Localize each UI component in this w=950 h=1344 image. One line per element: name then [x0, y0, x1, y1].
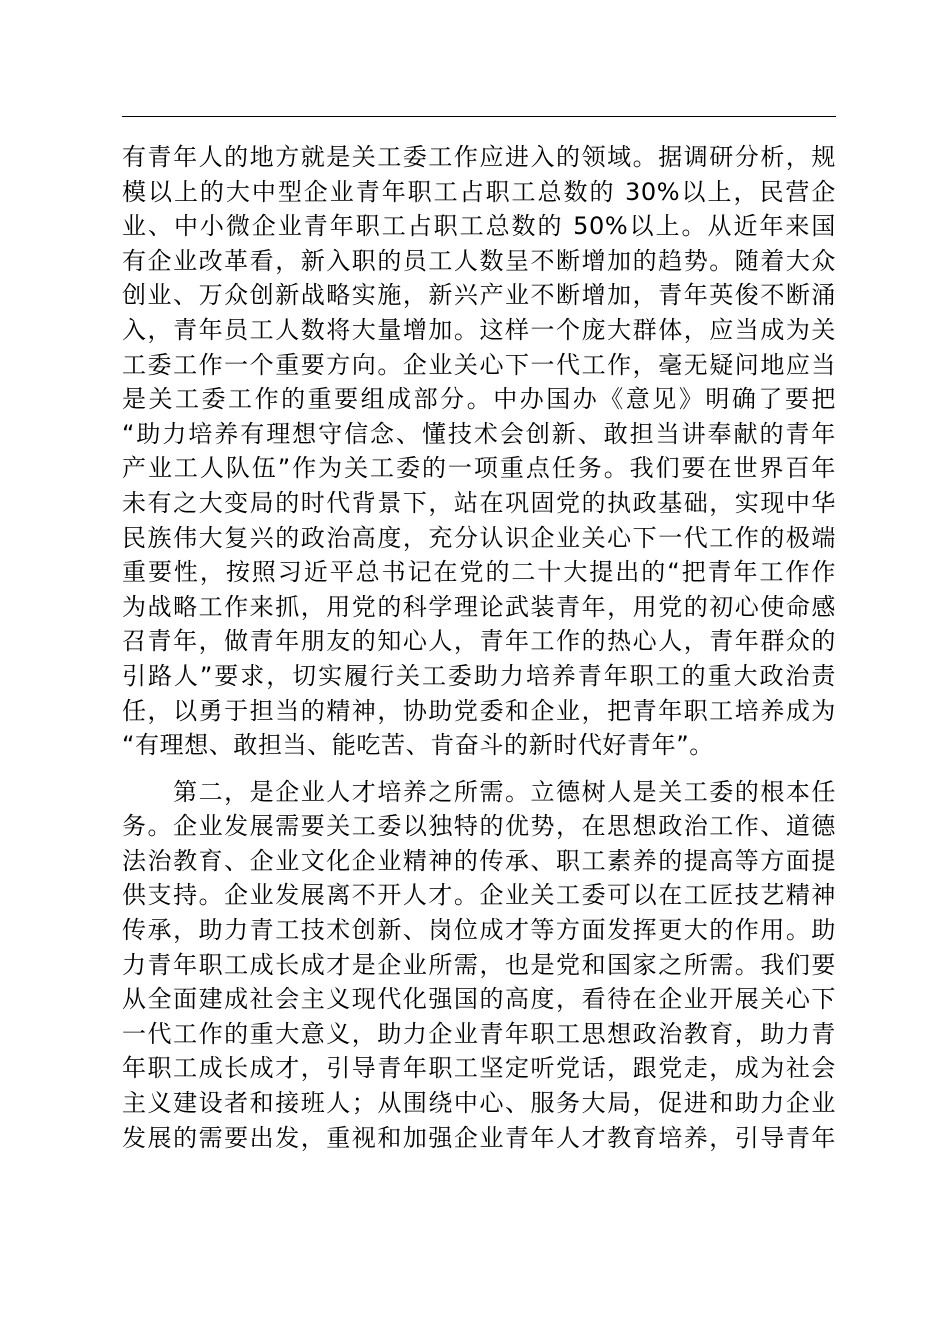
text-line: 产业工人队伍”作为关工委的一项重点任务。我们要在世界百年: [122, 454, 836, 483]
text-line: 主义建设者和接班人；从围绕中心、服务大局，促进和助力企业: [122, 1089, 836, 1118]
text-line: 一代工作的重大意义，助力企业青年职工思想政治教育，助力青: [122, 1019, 836, 1048]
text-line: 重要性，按照习近平总书记在党的二十大提出的“把青年工作作: [122, 558, 836, 587]
text-line: 第二，是企业人才培养之所需。立德树人是关工委的根本任: [122, 777, 836, 806]
text-line: 有青年人的地方就是关工委工作应进入的领域。据调研分析，规: [122, 143, 836, 171]
text-line: “助力培养有理想守信念、懂技术会创新、敢担当讲奉献的青年: [122, 419, 836, 448]
text-line: 引路人”要求，切实履行关工委助力培养青年职工的重大政治责: [122, 661, 836, 690]
text-line: 从全面建成社会主义现代化强国的高度，看待在企业开展关心下: [122, 985, 836, 1014]
text-line: 发展的需要出发，重视和加强企业青年人才教育培养，引导青年: [122, 1123, 836, 1152]
text-line: 力青年职工成长成才是企业所需，也是党和国家之所需。我们要: [122, 950, 836, 979]
text-line: 传承，助力青工技术创新、岗位成才等方面发挥更大的作用。助: [122, 916, 836, 945]
body-text: [122, 140, 836, 1155]
paragraph-1: [122, 140, 836, 763]
text-line: 任，以勇于担当的精神，协助党委和企业，把青年职工培养成为: [122, 696, 836, 725]
text-line: 有企业改革看，新入职的员工人数呈不断增加的趋势。随着大众: [122, 246, 836, 275]
text-line: 是关工委工作的重要组成部分。中办国办《意见》明确了要把: [122, 385, 836, 414]
text-line: 模以上的大中型企业青年职工占职工总数的 30%以上，民营企: [122, 177, 836, 206]
text-line: 民族伟大复兴的政治高度，充分认识企业关心下一代工作的极端: [122, 523, 836, 552]
text-line: “有理想、敢担当、能吃苦、肯奋斗的新时代好青年”。: [122, 731, 714, 760]
text-line: 务。企业发展需要关工委以独特的优势，在思想政治工作、道德: [122, 812, 836, 841]
text-line: 供支持。企业发展离不开人才。企业关工委可以在工匠技艺精神: [122, 881, 836, 910]
paragraph-gap: [122, 763, 836, 775]
text-line: 入，青年员工人数将大量增加。这样一个庞大群体，应当成为关: [122, 315, 836, 344]
paragraph-2: [122, 775, 836, 1156]
text-line: 召青年，做青年朋友的知心人，青年工作的热心人，青年群众的: [122, 627, 836, 656]
text-line: 工委工作一个重要方向。企业关心下一代工作，毫无疑问地应当: [122, 350, 836, 379]
text-line: 法治教育、企业文化企业精神的传承、职工素养的提高等方面提: [122, 846, 836, 875]
text-line: 未有之大变局的时代背景下，站在巩固党的执政基础，实现中华: [122, 488, 836, 517]
text-line: 创业、万众创新战略实施，新兴产业不断增加，青年英俊不断涌: [122, 281, 836, 310]
text-line: 为战略工作来抓，用党的科学理论武装青年，用党的初心使命感: [122, 592, 836, 621]
text-line: 业、中小微企业青年职工占职工总数的 50%以上。从近年来国: [122, 212, 836, 241]
header-rule: [122, 116, 836, 117]
text-line: 年职工成长成才，引导青年职工坚定听党话，跟党走，成为社会: [122, 1054, 836, 1083]
